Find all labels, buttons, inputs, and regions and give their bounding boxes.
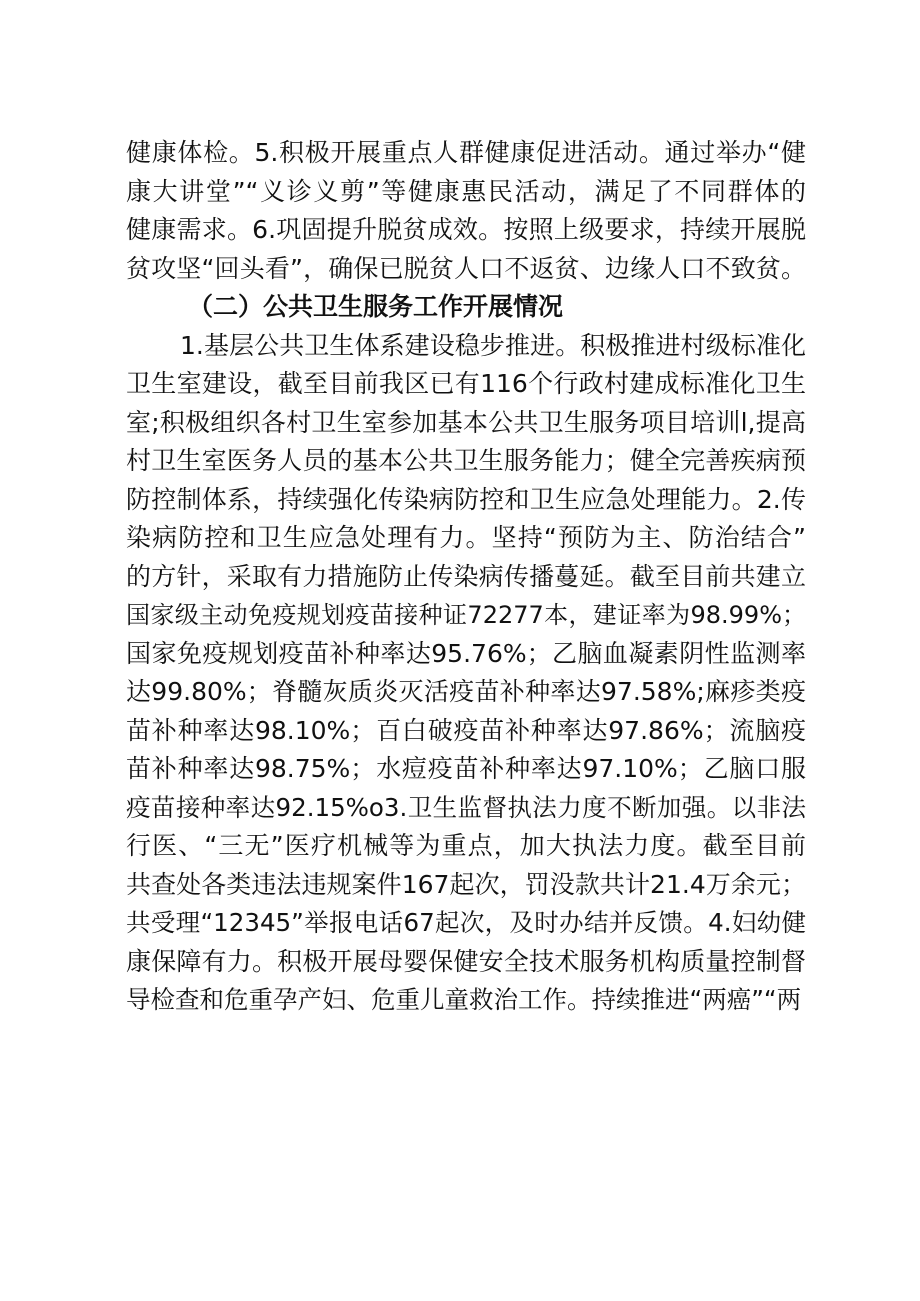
document-body (126, 134, 806, 1020)
text-line: 疫苗接种率达92.15%o3.卫生监督执法力度不断加强。以非法 (126, 792, 806, 822)
text-line: 达99.80%；脊髓灰质炎灭活疫苗补种率达97.58%;麻疹类疫 (126, 677, 806, 706)
paragraph-public-health (126, 327, 806, 1020)
section-heading (126, 288, 806, 327)
text-line: 贫攻坚“回头看”，确保已脱贫人口不返贫、边缘人口不致贫。 (126, 253, 806, 283)
text-line: 卫生室建设，截至目前我区已有116个行政村建成标准化卫生 (126, 369, 806, 398)
text-line: 行医、“三无”医疗机械等为重点，加大执法力度。截至目前 (126, 831, 806, 860)
text-line: 村卫生室医务人员的基本公共卫生服务能力；健全完善疾病预 (126, 446, 806, 475)
text-line: 健康体检。5.积极开展重点人群健康促进活动。通过举办“健 (126, 138, 806, 167)
text-line: 国家级主动免疫规划疫苗接种证72277本，建证率为98.99%； (126, 601, 806, 629)
text-line: 国家免疫规划疫苗补种率达95.76%；乙脑血凝素阴性监测率 (126, 638, 806, 668)
text-line: 健康需求。6.巩固提升脱贫成效。按照上级要求，持续开展脱 (126, 215, 806, 244)
text-line: 染病防控和卫生应急处理有力。坚持“预防为主、防治结合” (126, 523, 806, 552)
text-line: 康保障有力。积极开展母婴保健安全技术服务机构质量控制督 (126, 946, 806, 976)
text-line: 防控制体系，持续强化传染病防控和卫生应急处理能力。2.传 (126, 484, 806, 514)
text-line: 苗补种率达98.75%；水痘疫苗补种率达97.10%；乙脑口服 (126, 754, 806, 783)
section-heading-text: （二）公共卫生服务工作开展情况 (188, 292, 564, 321)
text-line: 室;积极组织各村卫生室参加基本公共卫生服务项目培训l,提高 (126, 407, 806, 437)
text-line: 导检查和危重孕产妇、危重儿童救治工作。持续推进“两癌”“两 (126, 985, 802, 1014)
text-line: 共受理“12345”举报电话67起次，及时办结并反馈。4.妇幼健 (126, 908, 806, 937)
text-line: 的方针，采取有力措施防止传染病传播蔓延。截至目前共建立 (126, 561, 806, 591)
text-line: 苗补种率达98.10%；百白破疫苗补种率达97.86%；流脑疫 (126, 715, 806, 745)
text-line: 康大讲堂”“义诊义剪”等健康惠民活动，满足了不同群体的 (126, 176, 806, 206)
text-line: 共查处各类违法违规案件167起次，罚没款共计21.4万余元； (126, 869, 806, 899)
paragraph-health-promotion (126, 134, 806, 288)
text-line: 1.基层公共卫生体系建设稳步推进。积极推进村级标准化 (180, 330, 806, 360)
